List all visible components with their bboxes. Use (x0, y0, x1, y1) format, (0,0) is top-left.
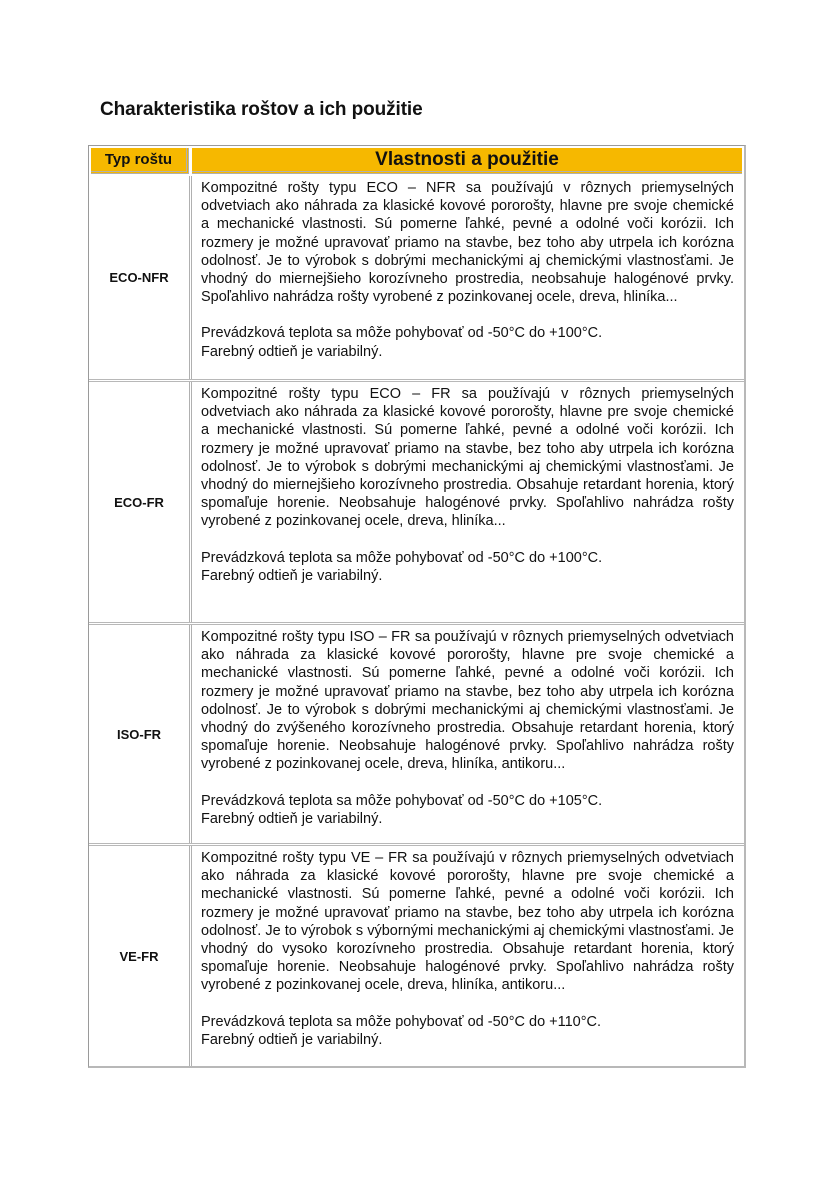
paragraph-gap (201, 774, 734, 792)
temperature-text: Prevádzková teplota sa môže pohybovať od -50°C do +100°C. (201, 325, 603, 342)
table-row (89, 846, 744, 1066)
grating-properties-table (88, 145, 746, 1068)
temperature-text: Prevádzková teplota sa môže pohybovať od -50°C do +105°C. (201, 792, 603, 809)
color-note-text: Farebný odtieň je variabilný. (201, 567, 383, 584)
paragraph-gap (201, 995, 734, 1013)
paragraph-gap (201, 531, 734, 549)
grating-type-cell: ISO-FR (89, 625, 192, 843)
color-note-text: Farebný odtieň je variabilný. (201, 810, 383, 827)
header-type-column: Typ roštu (91, 148, 189, 174)
temperature-text: Prevádzková teplota sa môže pohybovať od -50°C do +100°C. (201, 549, 603, 566)
temperature-text: Prevádzková teplota sa môže pohybovať od -50°C do +110°C. (201, 1013, 602, 1030)
grating-description-cell (192, 382, 744, 622)
description-text: Kompozitné rošty typu ISO – FR sa používajú v rôznych priemyselných odvetviach ako náhrada za klasické kovové pororošty, hlavne pre svoje chemické a mechanické vlastnosti. Sú pomerne ľahké, pevné a odolné voči korózii. Ich rozmery je možné upravovať priamo na stavbe, bez toho aby utrpela ich korózna odolnosť. Je to výrobok s dobrými mechanickými aj chemickými vlastnosťami. Je vhodný do zvýšeného korozívneho prostredia. Obsahuje retardant horenia, ktorý spomaľuje horenie. Neobsahuje halogénové prvky. Spoľahlivo nahrádza rošty vyrobené z pozinkovanej ocele, dreva, hliníka, antikoru... (201, 629, 734, 773)
table-row (89, 625, 744, 846)
grating-description-cell (192, 176, 744, 379)
grating-description-cell (192, 625, 744, 843)
table-header-row (89, 146, 744, 176)
grating-type-cell: ECO-NFR (89, 176, 192, 379)
color-note-text: Farebný odtieň je variabilný. (201, 1031, 383, 1048)
grating-type-cell: ECO-FR (89, 382, 192, 622)
paragraph-gap (201, 306, 734, 324)
description-text: Kompozitné rošty typu VE – FR sa používajú v rôznych priemyselných odvetviach ako náhrada za klasické kovové pororošty, hlavne pre svoje chemické a mechanické vlastnosti. Sú pomerne ľahké, pevné a odolné voči korózii. Ich rozmery je možné upravovať priamo na stavbe, bez toho aby utrpela ich korózna odolnosť. Je to výrobok s výbornými mechanickými aj chemickými vlastnosťami. Je vhodný do vysoko korozívneho prostredia. Obsahuje retardant horenia, ktorý spomaľuje horenie. Neobsahuje halogénové prvky. Spoľahlivo nahrádza rošty vyrobené z pozinkovanej ocele, dreva, hliníka, antikoru... (201, 850, 734, 994)
page-title: Charakteristika roštov a ich použitie (100, 99, 423, 120)
description-text: Kompozitné rošty typu ECO – FR sa používajú v rôznych priemyselných odvetviach ako náhrada za klasické kovové pororošty, hlavne pre svoje chemické a mechanické vlastnosti. Sú pomerne ľahké, pevné a odolné voči korózii. Ich rozmery je možné upravovať priamo na stavbe, bez toho aby utrpela ich korózna odolnosť. Je to výrobok s dobrými mechanickými aj chemickými vlastnosťami. Je vhodný do miernejšieho korozívneho prostredia. Obsahuje retardant horenia, ktorý spomaľuje horenie. Neobsahuje halogénové prvky. Spoľahlivo nahrádza rošty vyrobené z pozinkovanej ocele, dreva, hliníka... (201, 386, 734, 530)
grating-type-cell: VE-FR (89, 846, 192, 1066)
grating-description-cell (192, 846, 744, 1066)
description-text: Kompozitné rošty typu ECO – NFR sa používajú v rôznych priemyselných odvetviach ako náhrada za klasické kovové pororošty, hlavne pre svoje chemické a mechanické vlastnosti. Sú pomerne ľahké, pevné a odolné voči korózii. Ich rozmery je možné upravovať priamo na stavbe, bez toho aby utrpela ich korózna odolnosť. Je to výrobok s dobrými mechanickými aj chemickými vlastnosťami. Je vhodný do miernejšieho korozívneho prostredia, neobsahuje halogénové prvky. Spoľahlivo nahrádza rošty vyrobené z pozinkovanej ocele, dreva, hliníka... (201, 180, 734, 306)
color-note-text: Farebný odtieň je variabilný. (201, 343, 383, 360)
header-description-column: Vlastnosti a použitie (192, 148, 742, 174)
table-row (89, 176, 744, 382)
table-row (89, 382, 744, 625)
